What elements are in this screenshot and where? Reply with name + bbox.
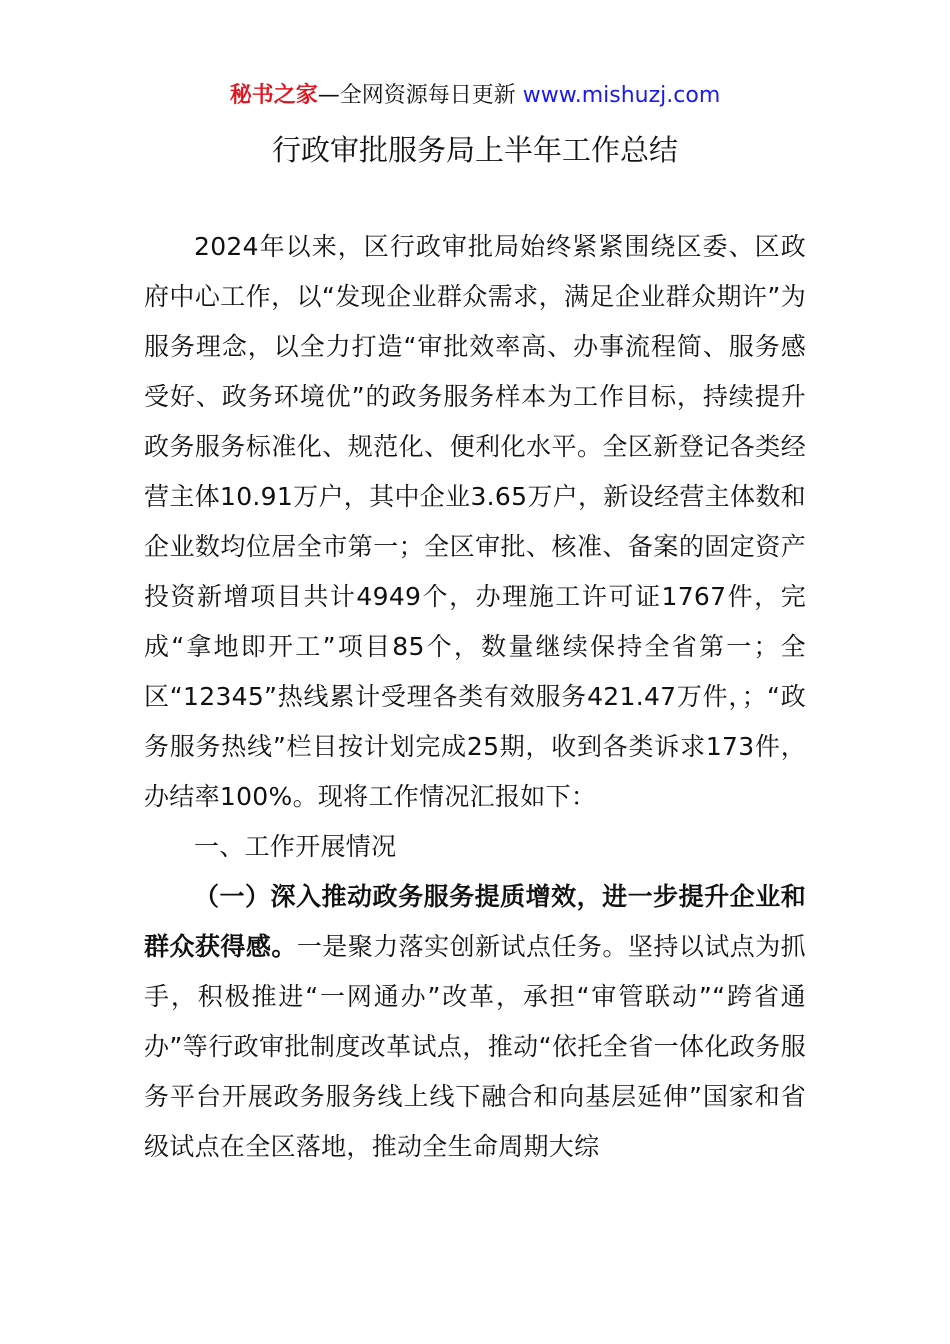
subsection-text: 一是聚力落实创新试点任务。坚持以试点为抓手，积极推进“一网通办”改革，承担“审管联动”“跨省通办”等行政审批制度改革试点，推动“依托全省一体化政务服务平台开展政务服务线上线下融合和向基层延伸”国家和省级试点在全区落地，推动全生命周期大综	[144, 932, 806, 1161]
subsection-paragraph	[144, 872, 806, 1172]
site-url-link[interactable]: www.mishuzj.com	[522, 83, 721, 108]
intro-paragraph: 2024年以来，区行政审批局始终紧紧围绕区委、区政府中心工作，以“发现企业群众需求，满足企业群众期许”为服务理念，以全力打造“审批效率高、办事流程简、服务感受好、政务环境优”的政务服务样本为工作目标，持续提升政务服务标准化、规范化、便利化水平。全区新登记各类经营主体10.91万户，其中企业3.65万户，新设经营主体数和企业数均位居全市第一；全区审批、核准、备案的固定资产投资新增项目共计4949个，办理施工许可证1767件，完成“拿地即开工”项目85个，数量继续保持全省第一；全区“12345”热线累计受理各类有效服务421.47万件，；“政务服务热线”栏目按计划完成25期，收到各类诉求173件，办结率100%。现将工作情况汇报如下：	[144, 232, 806, 811]
site-tagline: —全网资源每日更新	[317, 83, 523, 108]
subsection-heading: （一）深入推动政务服务提质增效，进一步提升企业和群众获得感。	[144, 882, 806, 961]
document-title: 行政审批服务局上半年工作总结	[271, 133, 678, 167]
section-heading: 一、工作开展情况	[194, 832, 397, 861]
document-body	[144, 222, 806, 1172]
site-header	[0, 80, 950, 112]
site-brand: 秘书之家	[229, 83, 318, 108]
